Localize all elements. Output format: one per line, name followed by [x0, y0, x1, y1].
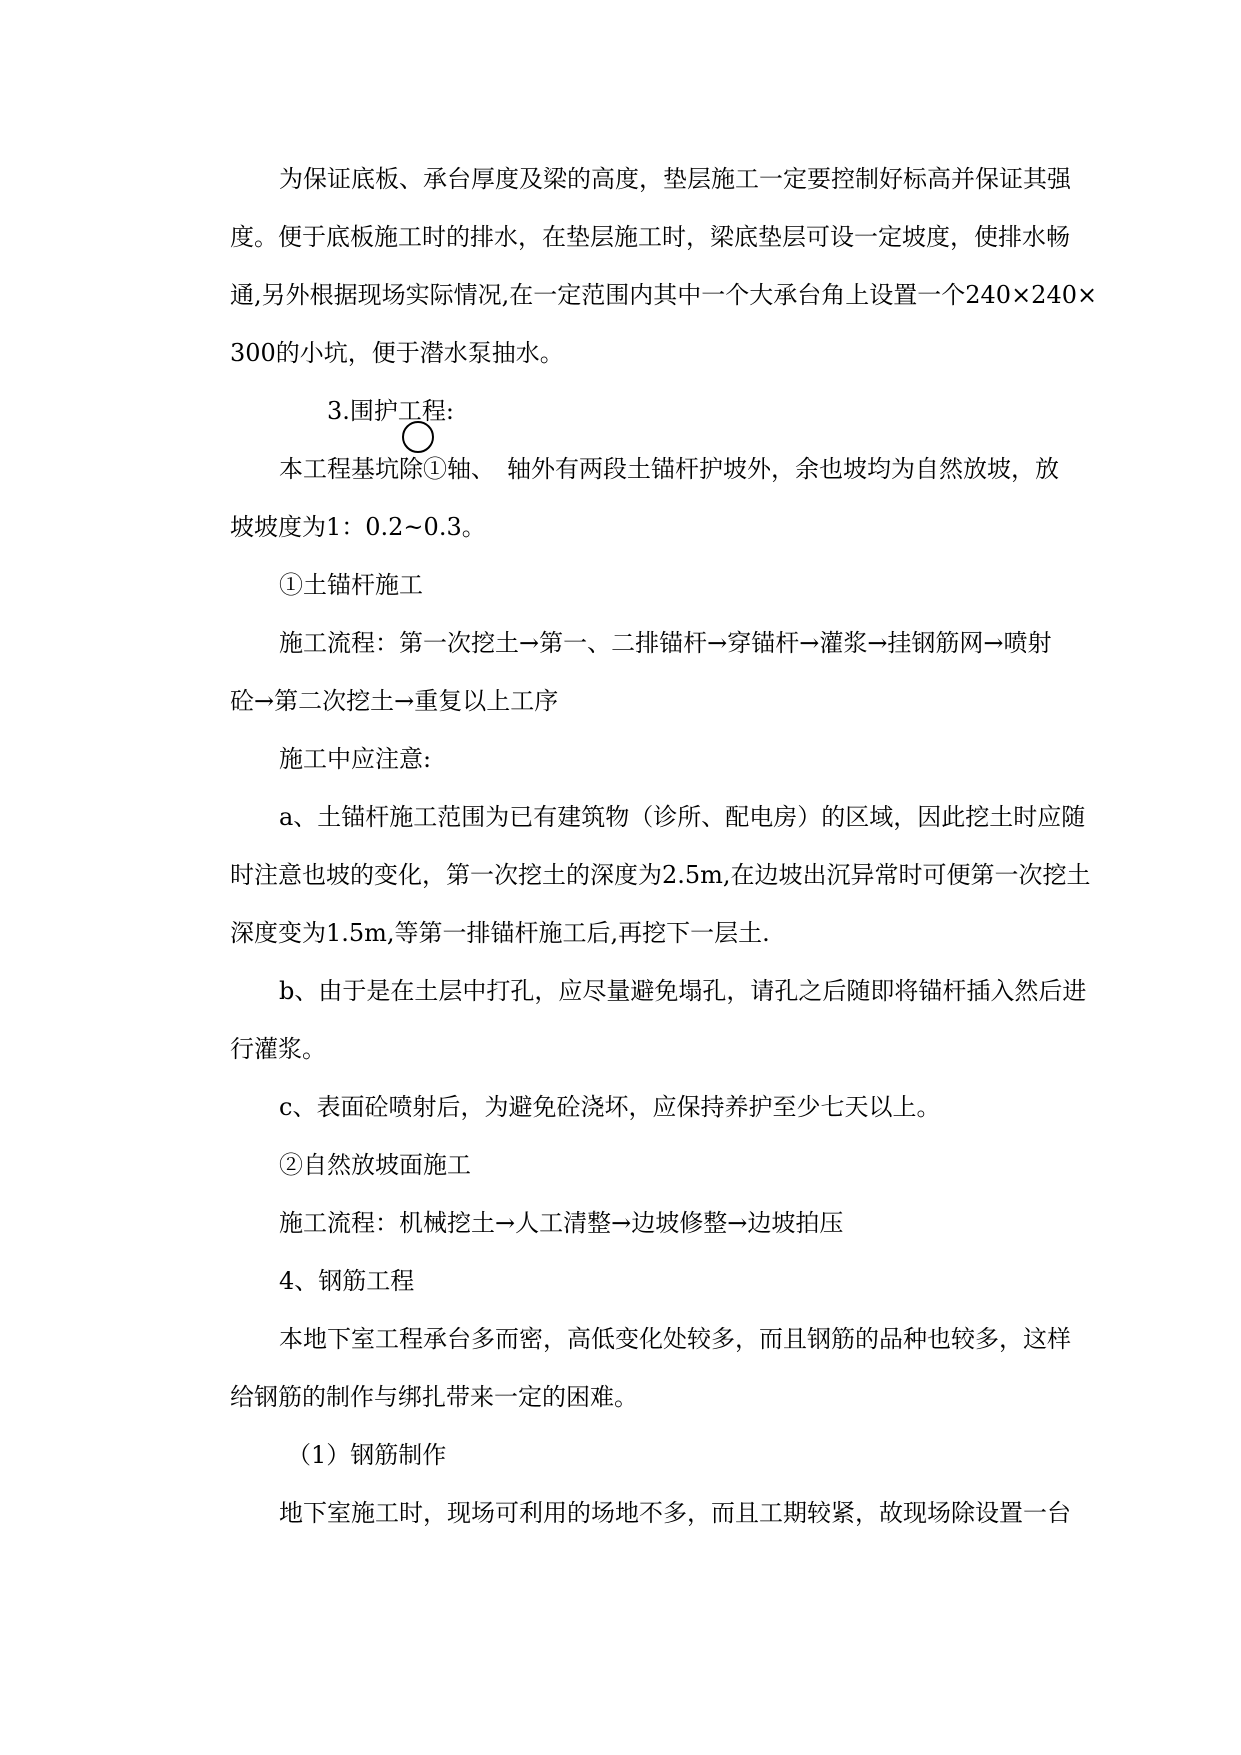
subheading-natural-slope: ②自然放坡面施工	[279, 1151, 471, 1179]
subheading-notes: 施工中应注意:	[279, 745, 432, 773]
paragraph-line-9: a、土锚杆施工范围为已有建筑物（诊所、配电房）的区域，因此挖土时应随	[279, 803, 1086, 831]
paragraph-line-8: 砼→第二次挖土→重复以上工序	[230, 687, 559, 715]
subheading-anchor-construction: ①土锚杆施工	[279, 571, 423, 599]
paragraph-line-13: 行灌浆。	[230, 1035, 326, 1063]
paragraph-line-6: 坡坡度为1：0.2~0.3。	[230, 513, 486, 541]
section-heading-enclosure: 3.围护工程:	[327, 397, 454, 425]
paragraph-line-3: 通,另外根据现场实际情况,在一定范围内其中一个大承台角上设置一个240×240×	[230, 281, 1098, 309]
paragraph-line-12: b、由于是在土层中打孔，应尽量避免塌孔，请孔之后随即将锚杆插入然后进	[279, 977, 1087, 1005]
paragraph-line-2: 度。便于底板施工时的排水，在垫层施工时，梁底垫层可设一定坡度，使排水畅	[230, 223, 1070, 251]
paragraph-line-18: 地下室施工时，现场可利用的场地不多，而且工期较紧，故现场除设置一台	[279, 1499, 1071, 1527]
paragraph-line-11: 深度变为1.5m,等第一排锚杆施工后,再挖下一层土.	[230, 919, 770, 947]
circle-marker-icon	[402, 421, 434, 453]
paragraph-line-17: 给钢筋的制作与绑扎带来一定的困难。	[230, 1383, 638, 1411]
paragraph-line-15: 施工流程：机械挖土→人工清整→边坡修整→边坡拍压	[279, 1209, 844, 1237]
paragraph-line-10: 时注意也坡的变化，第一次挖土的深度为2.5m,在边坡出沉异常时可便第一次挖土	[230, 861, 1091, 889]
paragraph-line-16: 本地下室工程承台多而密，高低变化处较多，而且钢筋的品种也较多，这样	[279, 1325, 1071, 1353]
paragraph-line-5: 本工程基坑除①轴、 轴外有两段土锚杆护坡外，余也坡均为自然放坡，放	[279, 455, 1059, 483]
paragraph-line-14: c、表面砼喷射后，为避免砼浇坏，应保持养护至少七天以上。	[279, 1093, 941, 1121]
subheading-rebar-fabrication: （1）钢筋制作	[287, 1441, 447, 1469]
paragraph-line-1: 为保证底板、承台厚度及梁的高度，垫层施工一定要控制好标高并保证其强	[279, 165, 1071, 193]
paragraph-line-7: 施工流程：第一次挖土→第一、二排锚杆→穿锚杆→灌浆→挂钢筋网→喷射	[279, 629, 1052, 657]
section-heading-rebar: 4、钢筋工程	[279, 1267, 415, 1295]
paragraph-line-4: 300的小坑，便于潜水泵抽水。	[230, 339, 564, 367]
